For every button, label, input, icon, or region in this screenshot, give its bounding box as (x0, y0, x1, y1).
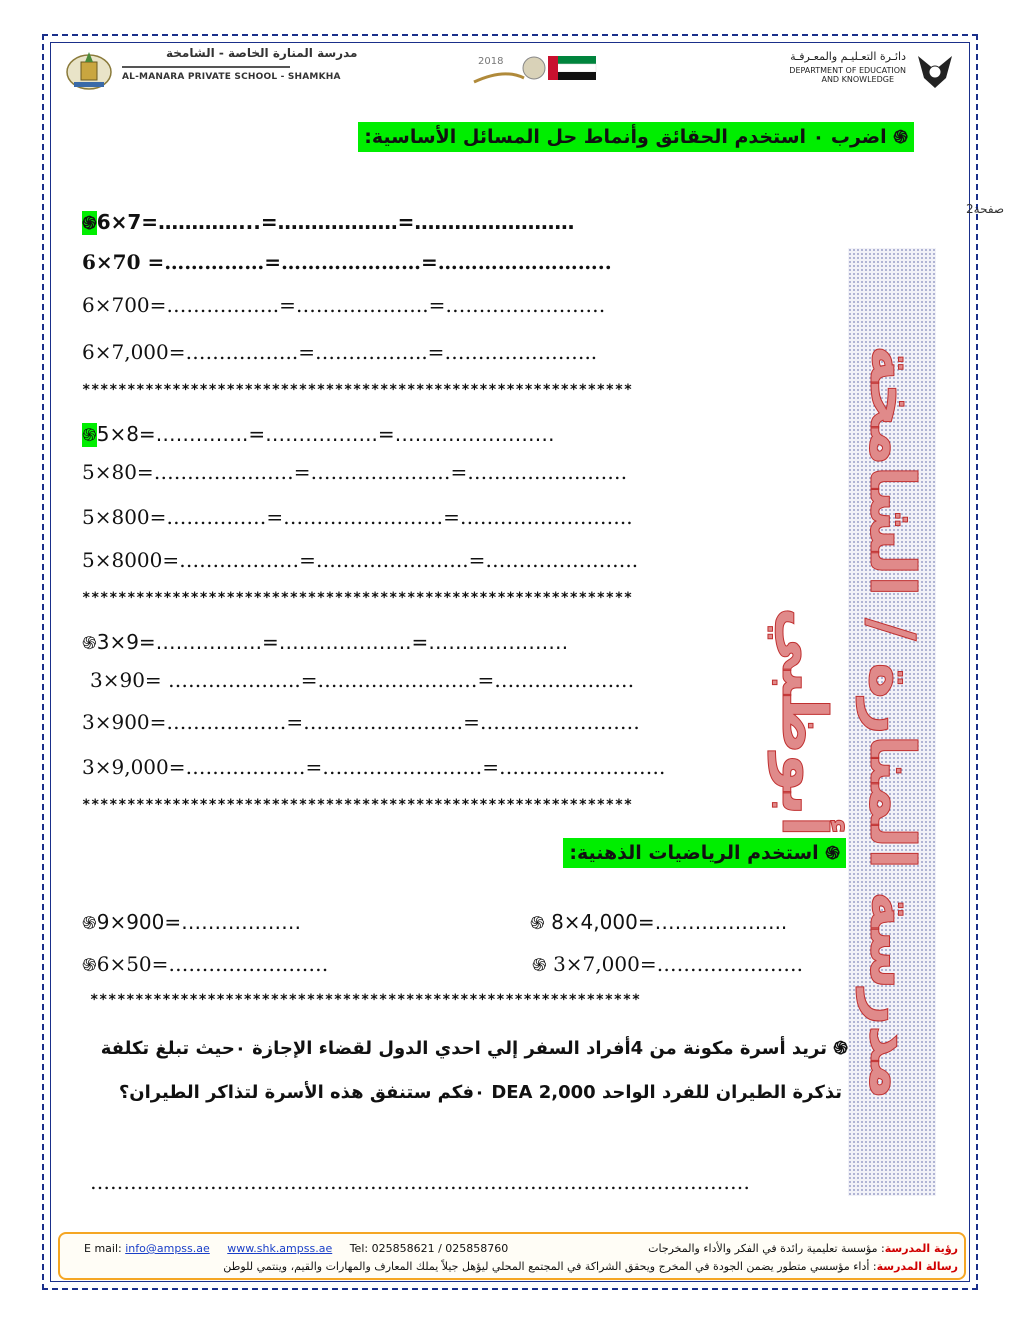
department-name-ar: دائـرة التعـليـم والمعـرفـة (790, 50, 906, 63)
separator-stars: ************************************************************* (90, 992, 641, 1008)
exercise-line: ֍6×7=…………...=………………=…………………… (82, 210, 575, 234)
exercise-line: ֍3×9=…………….=………………..=………………… (82, 630, 569, 654)
answer-line: ……………………………………………………………………………………… (90, 1170, 750, 1194)
section1-heading-text: اضرب ٠ استخدم الحقائق وأنماط حل المسائل الأساسية: (364, 126, 887, 148)
spiral-bullet-icon: ֍ (825, 843, 840, 864)
school-name-en: AL-MANARA PRIVATE SCHOOL - SHAMKHA (122, 72, 341, 82)
separator-stars: ************************************************************* (82, 590, 633, 606)
exercise-line: 3×9,000=………………=……………………=……………………. (82, 755, 666, 779)
spiral-bullet-icon: ֍ (833, 1038, 848, 1059)
school-crest-icon (64, 48, 114, 92)
exercise-line: 5×80=…………………=…………………=…………………… (82, 460, 628, 484)
spiral-bullet-icon: ֍ (82, 425, 97, 446)
footer-contact: E mail: info@ampss.ae www.shk.ampss.ae Tel: 025858621 / 025858760 (84, 1242, 509, 1255)
spiral-bullet-icon: ֍ (82, 913, 97, 934)
page-number: 2صفحة (966, 202, 1005, 216)
section2-heading-text: استخدم الرياضيات الذهنية: (569, 842, 819, 864)
exercise-line: 6×7,000=……………..=……………..=………………….. (82, 340, 598, 364)
exercise-line: 3×900=………………=……………………=…………………… (82, 710, 640, 734)
separator-stars: ************************************************************* (82, 797, 633, 813)
svg-text:2018: 2018 (478, 56, 504, 67)
department-name-en: DEPARTMENT OF EDUCATION (789, 66, 906, 75)
falcon-emblem-icon (912, 48, 958, 92)
school-vision: رؤية المدرسة: مؤسسة تعليمية رائدة في الفكر والأداء والمخرجات (648, 1242, 958, 1255)
page-header (56, 44, 966, 100)
word-problem-line-2: تذكرة الطيران للفرد الواحد DEA 2,000 ٠فكم ستنفق هذه الأسرة لتذاكر الطيران؟ (118, 1082, 842, 1103)
section2-heading (563, 838, 846, 868)
exercise-line: ֍5×8=…………..=……………..=…………………… (82, 422, 555, 446)
exercise-line: 5×800=……………=……………………=…………………….. (82, 505, 633, 529)
spiral-bullet-icon: ֍ (532, 955, 547, 976)
exercise-line: 5×8000=………………=…………………..=………………….. (82, 548, 639, 572)
mental-math-item: ֍9×900=……………… (82, 910, 302, 934)
spiral-bullet-icon: ֍ (82, 633, 97, 654)
department-name-en-2: AND KNOWLEDGE (821, 75, 894, 84)
school-mission: رسالة المدرسة: أداء مؤسسي متطور يضمن الجودة في المخرج ويحقق الشراكة في المجتمع المحلي ليؤهل جيلاً يملك المعارف والمهارات والقيم، وينتمي للوطن (223, 1260, 958, 1273)
email-link[interactable]: info@ampss.ae (125, 1242, 210, 1255)
spiral-bullet-icon: ֍ (82, 955, 97, 976)
mental-math-item: ֍ 3×7,000=…………………. (532, 952, 803, 976)
header-divider (122, 66, 290, 68)
exercise-line: 6×700=……………..=………………..=…………………… (82, 293, 606, 317)
spiral-bullet-icon: ֍ (530, 913, 545, 934)
spiral-bullet-icon: ֍ (82, 213, 97, 234)
phone-numbers: Tel: 025858621 / 025858760 (349, 1242, 509, 1255)
year-of-zayed-logo (464, 48, 614, 94)
separator-stars: ************************************************************* (82, 382, 633, 398)
watermark-text: مدرسة المنارة / الشامخة أبوظبي (768, 344, 929, 1100)
website-link[interactable]: www.shk.ampss.ae (227, 1242, 333, 1255)
school-name-ar: مدرسة المنارة الخاصة - الشامخة (166, 46, 358, 60)
word-problem-line-1: ֍ تريد أسرة مكونة من 4أفراد السفر إلي احدي الدول لقضاء الإجازة ٠حيث تبلغ تكلفة (100, 1038, 848, 1059)
exercise-line: 6×70 =……………=…………………=…………………….. (82, 250, 612, 274)
page-footer (58, 1232, 966, 1280)
mental-math-item: ֍6×50=…………………… (82, 952, 329, 976)
spiral-bullet-icon: ֍ (893, 127, 908, 148)
mental-math-item: ֍ 8×4,000=……………….. (530, 910, 788, 934)
exercise-line: 3×90= ………………..=……………………=………………… (90, 668, 635, 692)
section1-heading (358, 122, 914, 152)
